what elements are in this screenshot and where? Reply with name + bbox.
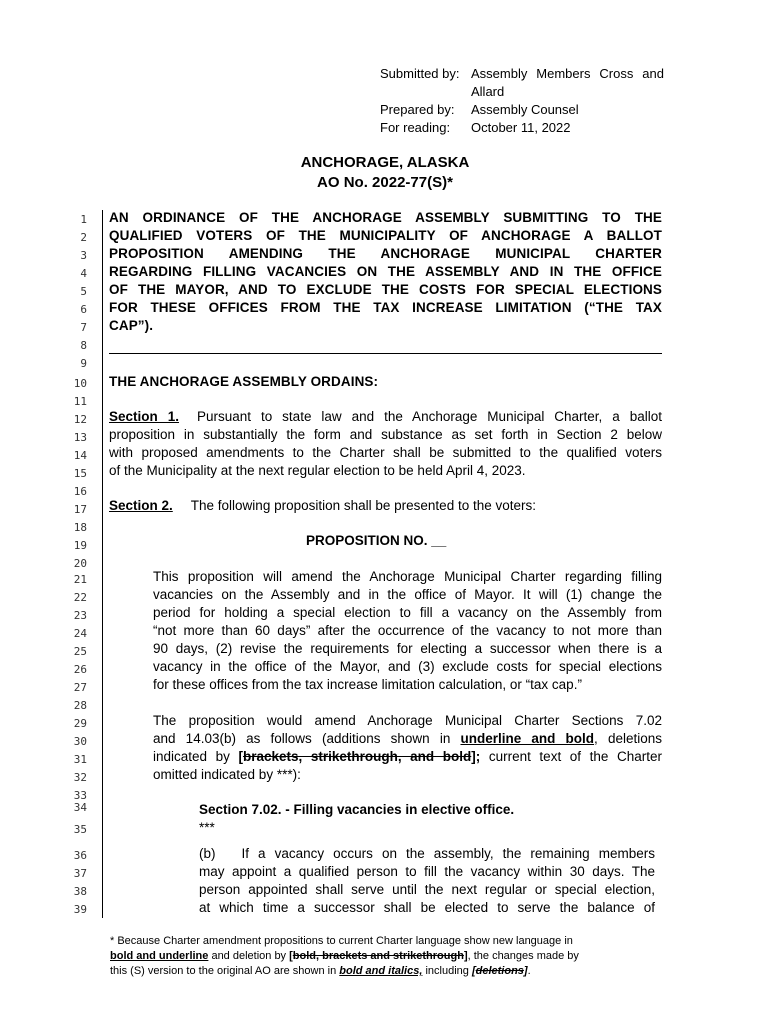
footnote-text: . (527, 965, 531, 977)
footnote-text: this (S) version to the original AO are shown in (110, 965, 340, 977)
ordinance-title-line: OF THE MAYOR, AND TO EXCLUDE THE COSTS FOR SPECIAL ELECTIONS (109, 282, 662, 297)
footnote-text: including (422, 965, 472, 977)
line-number: 24 (73, 627, 87, 640)
footnote-additions-example: bold and underline (110, 950, 209, 962)
proposition-para2-line: The proposition would amend Anchorage Municipal Charter Sections 7.02 (153, 713, 662, 728)
omitted-marker: *** (199, 820, 215, 835)
line-number: 34 (73, 801, 87, 814)
line-number: 37 (73, 867, 87, 880)
section2-text: The following proposition shall be presented to the voters: (190, 498, 536, 513)
footnote-bold-italics-example: bold and italics, (339, 965, 423, 977)
line-number: 22 (73, 591, 87, 604)
line-number: 31 (73, 753, 87, 766)
line-number: 3 (80, 249, 87, 262)
footnote (110, 934, 662, 979)
section702-b-text: If a vacancy occurs on the assembly, the remaining members (241, 846, 655, 861)
section702-line: may appoint a qualified person to fill the vacancy within 30 days. The (199, 864, 655, 879)
proposition-line: 90 days, (2) revise the requirements for electing a successor when there is a (153, 641, 662, 656)
line-number: 35 (73, 823, 87, 836)
document-title-location: ANCHORAGE, ALASKA (300, 154, 470, 171)
line-number: 33 (73, 789, 87, 802)
section1-first-line (109, 409, 662, 424)
line-number: 26 (73, 663, 87, 676)
para2-text: , deletions (594, 731, 662, 746)
ordinance-title-line: REGARDING FILLING VACANCIES ON THE ASSEMBLY AND IN THE OFFICE (109, 264, 662, 279)
section702-heading: Section 7.02. - Filling vacancies in elective office. (199, 802, 515, 817)
document-title-number: AO No. 2022-77(S)* (317, 174, 453, 191)
footnote-bracket: [ (289, 950, 293, 962)
margin-rule (102, 210, 103, 918)
footnote-line (110, 949, 662, 964)
submitted-by-value: Assembly Members Cross and (471, 66, 664, 81)
line-number: 11 (73, 395, 87, 408)
ordinance-title-line: FOR THESE OFFICES FROM THE TAX INCREASE LIMITATION (“THE TAX (109, 300, 662, 315)
section702-b-line (199, 846, 655, 861)
line-number: 4 (80, 267, 87, 280)
for-reading-label: For reading: (380, 120, 451, 135)
line-number: 20 (73, 557, 87, 570)
line-number: 13 (73, 431, 87, 444)
proposition-heading: PROPOSITION NO. __ (306, 533, 447, 548)
para2-text: current text of the Charter (480, 749, 662, 764)
line-number: 27 (73, 681, 87, 694)
proposition-line: “not more than 60 days” after the occurrence of the vacancy to not more than (153, 623, 662, 638)
footnote-line (110, 964, 662, 979)
line-number: 17 (73, 503, 87, 516)
proposition-line: period for holding a special election to fill a vacancy on the Assembly from (153, 605, 662, 620)
section1-line: of the Municipality at the next regular election to be held April 4, 2023. (109, 463, 526, 478)
proposition-line: for these offices from the tax increase limitation calculation, or “tax cap.” (153, 677, 582, 692)
line-number: 6 (80, 303, 87, 316)
line-number: 36 (73, 849, 87, 862)
line-number: 38 (73, 885, 87, 898)
footnote-bracket: ] (463, 950, 468, 962)
footnote-deletions-italic-example: deletions (475, 965, 524, 977)
para2-text: indicated by (153, 749, 239, 764)
line-number: 30 (73, 735, 87, 748)
line-number: 23 (73, 609, 87, 622)
footnote-bracket: ] (523, 965, 528, 977)
section2-line (109, 498, 662, 513)
line-number: 10 (73, 377, 87, 390)
proposition-line: vacancy in the office of the Mayor, and (3) exclude costs for special elections (153, 659, 662, 674)
bracket-open: [ (238, 749, 243, 764)
section1-line: with proposed amendments to the Charter shall be submitted to the qualified voters (109, 445, 662, 460)
proposition-line: This proposition will amend the Anchorage Municipal Charter regarding filling (153, 569, 662, 584)
proposition-para2-line (153, 749, 662, 764)
line-number: 25 (73, 645, 87, 658)
footnote-text: , the changes made by (467, 950, 579, 962)
section2-label: Section 2. (109, 498, 173, 513)
line-number: 15 (73, 467, 87, 480)
title-separator-rule (109, 353, 662, 354)
prepared-by-value: Assembly Counsel (471, 102, 579, 117)
proposition-line: vacancies on the Assembly and in the office of Mayor. It will (1) change the (153, 587, 662, 602)
ordinance-title-line: CAP”). (109, 318, 154, 333)
line-number: 9 (80, 357, 87, 370)
ordinance-title-line: QUALIFIED VOTERS OF THE MUNICIPALITY OF ANCHORAGE A BALLOT (109, 228, 662, 243)
line-number: 28 (73, 699, 87, 712)
submission-info (380, 65, 664, 137)
line-number: 19 (73, 539, 87, 552)
section1-text: Pursuant to state law and the Anchorage Municipal Charter, a ballot (196, 409, 662, 424)
line-number: 12 (73, 413, 87, 426)
prepared-by-label: Prepared by: (380, 102, 455, 117)
submitted-by-value-cont: Allard (471, 84, 505, 99)
line-number: 39 (73, 903, 87, 916)
footnote-line: * Because Charter amendment propositions to current Charter language show new language in (110, 935, 573, 947)
deletions-example: brackets, strikethrough, and bold (242, 749, 472, 764)
line-number: 29 (73, 717, 87, 730)
line-number: 5 (80, 285, 87, 298)
section1-line: proposition in substantially the form and substance as set forth in Section 2 below (109, 427, 662, 442)
additions-example: underline and bold (460, 731, 595, 746)
for-reading-value: October 11, 2022 (471, 120, 571, 135)
para2-text: and 14.03(b) as follows (additions shown in (153, 731, 461, 746)
proposition-para2-line: omitted indicated by ***): (153, 767, 301, 782)
line-number: 14 (73, 449, 87, 462)
line-number: 7 (80, 321, 87, 334)
ordinance-title-line: AN ORDINANCE OF THE ANCHORAGE ASSEMBLY SUBMITTING TO THE (109, 210, 662, 225)
section702-line: at which time a successor shall be elected to serve the balance of (199, 900, 655, 915)
section702-line: person appointed shall serve until the next regular or special election, (199, 882, 655, 897)
section1-label: Section 1. (109, 409, 179, 424)
footnote-bracket: [ (471, 965, 476, 977)
bracket-close: ]; (471, 749, 481, 764)
line-number: 32 (73, 771, 87, 784)
ordinance-title-line: PROPOSITION AMENDING THE ANCHORAGE MUNICIPAL CHARTER (109, 246, 662, 261)
submitted-by-label: Submitted by: (380, 66, 460, 81)
line-number: 21 (73, 573, 87, 586)
subsection-b-label: (b) (199, 846, 216, 861)
line-number: 1 (80, 213, 87, 226)
line-number: 8 (80, 339, 87, 352)
footnote-text: and deletion by (208, 950, 290, 962)
line-number: 18 (73, 521, 87, 534)
line-number: 16 (73, 485, 87, 498)
proposition-para2-line (153, 731, 662, 746)
line-number: 2 (80, 231, 87, 244)
footnote-deletions-example: bold, brackets and strikethrough (292, 950, 464, 962)
ordains-heading: THE ANCHORAGE ASSEMBLY ORDAINS: (109, 374, 379, 389)
